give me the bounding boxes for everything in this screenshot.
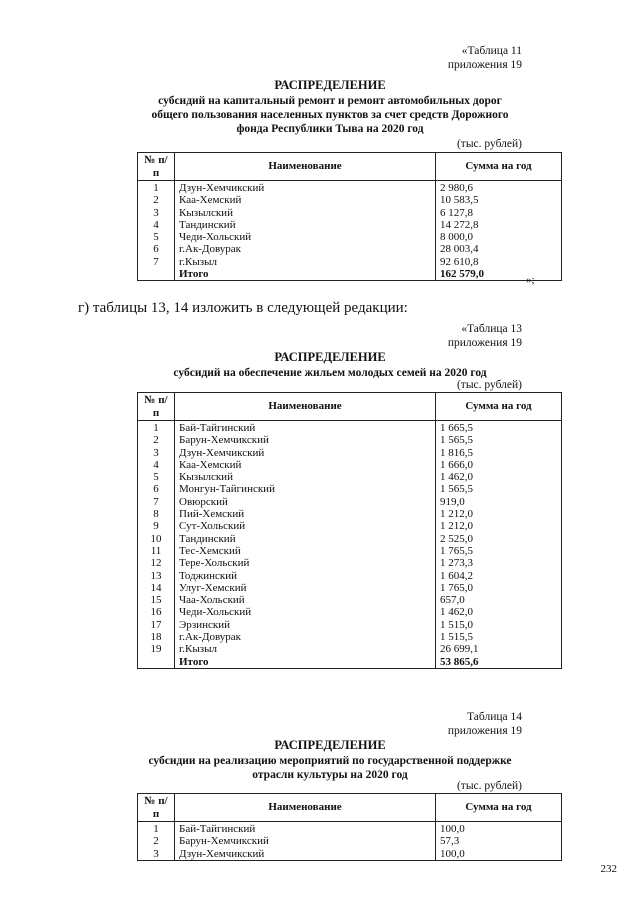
table14 (137, 793, 562, 861)
row-sum: 100,0 (436, 822, 562, 836)
row-num: 4 (138, 219, 175, 231)
table14-ref-line2: приложения 19 (447, 725, 522, 737)
row-num: 3 (138, 447, 175, 459)
row-num: 18 (138, 631, 175, 643)
row-sum: 26 699,1 (436, 643, 562, 655)
header-sum: Сумма на год (436, 794, 562, 822)
row-num: 14 (138, 582, 175, 594)
row-sum: 57,3 (436, 835, 562, 847)
table-row (138, 848, 562, 861)
row-name: Бай-Тайгинский (175, 822, 436, 836)
table-row (138, 207, 562, 219)
table-row (138, 219, 562, 231)
row-name: г.Кызыл (175, 256, 436, 268)
table-row (138, 471, 562, 483)
row-sum: 657,0 (436, 594, 562, 606)
table14-subtitle-line: отрасли культуры на 2020 год (252, 769, 408, 781)
table13-ref-line2: приложения 19 (447, 337, 522, 349)
row-sum: 1 515,0 (436, 619, 562, 631)
row-num: 7 (138, 496, 175, 508)
table-row (138, 606, 562, 618)
table14-subtitle-line: субсидии на реализацию мероприятий по государственной поддержке (148, 755, 512, 767)
table-row (138, 243, 562, 255)
row-num: 10 (138, 533, 175, 545)
header-name: Наименование (175, 794, 436, 822)
row-num: 11 (138, 545, 175, 557)
row-name: Чеди-Хольский (175, 231, 436, 243)
table-row (138, 459, 562, 471)
row-name: Чаа-Хольский (175, 594, 436, 606)
row-sum: 2 980,6 (436, 181, 562, 195)
row-sum: 1 765,0 (436, 582, 562, 594)
row-sum: 1 462,0 (436, 471, 562, 483)
table-row (138, 447, 562, 459)
row-num: 13 (138, 570, 175, 582)
row-name: Тоджинский (175, 570, 436, 582)
row-num: 15 (138, 594, 175, 606)
total-num-cell (138, 656, 175, 669)
row-name: Барун-Хемчикский (175, 434, 436, 446)
row-name: г.Ак-Довурак (175, 631, 436, 643)
row-sum: 1 515,5 (436, 631, 562, 643)
row-sum: 1 665,5 (436, 421, 562, 435)
total-label: Итого (175, 268, 436, 281)
row-num: 5 (138, 231, 175, 243)
table11-subtitle-line: фонда Республики Тыва на 2020 год (236, 123, 424, 135)
table-row (138, 557, 562, 569)
row-name: Дзун-Хемчикский (175, 181, 436, 195)
row-sum: 919,0 (436, 496, 562, 508)
row-name: Тандинский (175, 219, 436, 231)
row-name: г.Кызыл (175, 643, 436, 655)
table-row (138, 570, 562, 582)
row-num: 4 (138, 459, 175, 471)
row-num: 6 (138, 243, 175, 255)
row-name: Улуг-Хемский (175, 582, 436, 594)
table13-ref (448, 322, 522, 350)
row-name: Кызылский (175, 471, 436, 483)
total-num-cell (138, 268, 175, 281)
row-sum: 6 127,8 (436, 207, 562, 219)
table-row (138, 822, 562, 836)
table-row (138, 582, 562, 594)
table11-subtitle-line: субсидий на капитальный ремонт и ремонт автомобильных дорог (158, 95, 502, 107)
table-row (138, 643, 562, 655)
table13-subtitle-line: субсидий на обеспечение жильем молодых семей на 2020 год (173, 367, 487, 379)
table-row (138, 434, 562, 446)
table14-ref (448, 710, 522, 738)
row-num: 3 (138, 207, 175, 219)
row-num: 7 (138, 256, 175, 268)
table11-closing: »; (526, 274, 535, 286)
row-sum: 28 003,4 (436, 243, 562, 255)
table11-ref (448, 44, 522, 72)
row-sum: 8 000,0 (436, 231, 562, 243)
table11-subtitle-line: общего пользования населенных пунктов за счет средств Дорожного (151, 109, 509, 121)
table-row (138, 194, 562, 206)
total-sum: 162 579,0 (436, 268, 562, 281)
total-sum: 53 865,6 (436, 656, 562, 669)
table-row (138, 835, 562, 847)
row-sum: 1 666,0 (436, 459, 562, 471)
row-sum: 10 583,5 (436, 194, 562, 206)
table-row (138, 231, 562, 243)
table-row (138, 545, 562, 557)
table-row (138, 508, 562, 520)
table11-subtitle (120, 94, 540, 136)
row-sum: 100,0 (436, 848, 562, 861)
table13-units: (тыс. рублей) (456, 379, 522, 391)
row-num: 3 (138, 848, 175, 861)
row-name: Тандинский (175, 533, 436, 545)
table11-ref-line2: приложения 19 (447, 59, 522, 71)
page-number: 232 (600, 863, 617, 875)
row-num: 2 (138, 194, 175, 206)
row-sum: 1 816,5 (436, 447, 562, 459)
table13 (137, 392, 562, 669)
table14-subtitle (120, 754, 540, 782)
row-num: 9 (138, 520, 175, 532)
table11-units: (тыс. рублей) (456, 138, 522, 150)
row-name: Монгун-Тайгинский (175, 483, 436, 495)
table13-title: РАСПРЕДЕЛЕНИЕ (274, 350, 386, 364)
row-name: г.Ак-Довурак (175, 243, 436, 255)
table-row (138, 483, 562, 495)
table-row (138, 256, 562, 268)
row-name: Тере-Хольский (175, 557, 436, 569)
row-num: 6 (138, 483, 175, 495)
row-sum: 1 565,5 (436, 483, 562, 495)
header-num: № п/п (138, 794, 175, 822)
row-num: 1 (138, 181, 175, 195)
row-sum: 14 272,8 (436, 219, 562, 231)
table-row (138, 631, 562, 643)
row-sum: 1 765,5 (436, 545, 562, 557)
row-sum: 1 273,3 (436, 557, 562, 569)
table14-title: РАСПРЕДЕЛЕНИЕ (274, 738, 386, 752)
header-num: № п/п (138, 393, 175, 421)
row-name: Овюрский (175, 496, 436, 508)
table13-subtitle (120, 366, 540, 380)
row-name: Барун-Хемчикский (175, 835, 436, 847)
row-sum: 1 565,5 (436, 434, 562, 446)
row-name: Кызылский (175, 207, 436, 219)
row-sum: 1 604,2 (436, 570, 562, 582)
table-row (138, 594, 562, 606)
table-total-row (138, 656, 562, 669)
paragraph: г) таблицы 13, 14 изложить в следующей редакции: (78, 300, 408, 316)
row-sum: 1 212,0 (436, 520, 562, 532)
row-num: 8 (138, 508, 175, 520)
row-name: Пий-Хемский (175, 508, 436, 520)
row-name: Дзун-Хемчикский (175, 447, 436, 459)
row-sum: 1 212,0 (436, 508, 562, 520)
row-num: 2 (138, 434, 175, 446)
table11-title: РАСПРЕДЕЛЕНИЕ (274, 78, 386, 92)
row-name: Каа-Хемский (175, 459, 436, 471)
row-num: 2 (138, 835, 175, 847)
row-num: 5 (138, 471, 175, 483)
table13-ref-line1: «Таблица 13 (461, 323, 522, 335)
row-name: Бай-Тайгинский (175, 421, 436, 435)
header-sum: Сумма на год (436, 153, 562, 181)
table-total-row (138, 268, 562, 281)
header-name: Наименование (175, 393, 436, 421)
row-name: Сут-Хольский (175, 520, 436, 532)
row-num: 19 (138, 643, 175, 655)
row-sum: 2 525,0 (436, 533, 562, 545)
row-num: 17 (138, 619, 175, 631)
table-row (138, 520, 562, 532)
table-row (138, 496, 562, 508)
table14-ref-line1: Таблица 14 (467, 711, 522, 723)
row-name: Каа-Хемский (175, 194, 436, 206)
table-row (138, 421, 562, 435)
table-row (138, 533, 562, 545)
total-label: Итого (175, 656, 436, 669)
table11 (137, 152, 562, 281)
row-name: Дзун-Хемчикский (175, 848, 436, 861)
row-sum: 1 462,0 (436, 606, 562, 618)
table14-units: (тыс. рублей) (456, 780, 522, 792)
header-name: Наименование (175, 153, 436, 181)
row-num: 1 (138, 822, 175, 836)
row-name: Эрзинский (175, 619, 436, 631)
table-row (138, 181, 562, 195)
row-name: Тес-Хемский (175, 545, 436, 557)
header-num: № п/п (138, 153, 175, 181)
row-num: 12 (138, 557, 175, 569)
header-sum: Сумма на год (436, 393, 562, 421)
row-num: 1 (138, 421, 175, 435)
table11-ref-line1: «Таблица 11 (461, 45, 522, 57)
row-sum: 92 610,8 (436, 256, 562, 268)
row-num: 16 (138, 606, 175, 618)
row-name: Чеди-Хольский (175, 606, 436, 618)
table-row (138, 619, 562, 631)
